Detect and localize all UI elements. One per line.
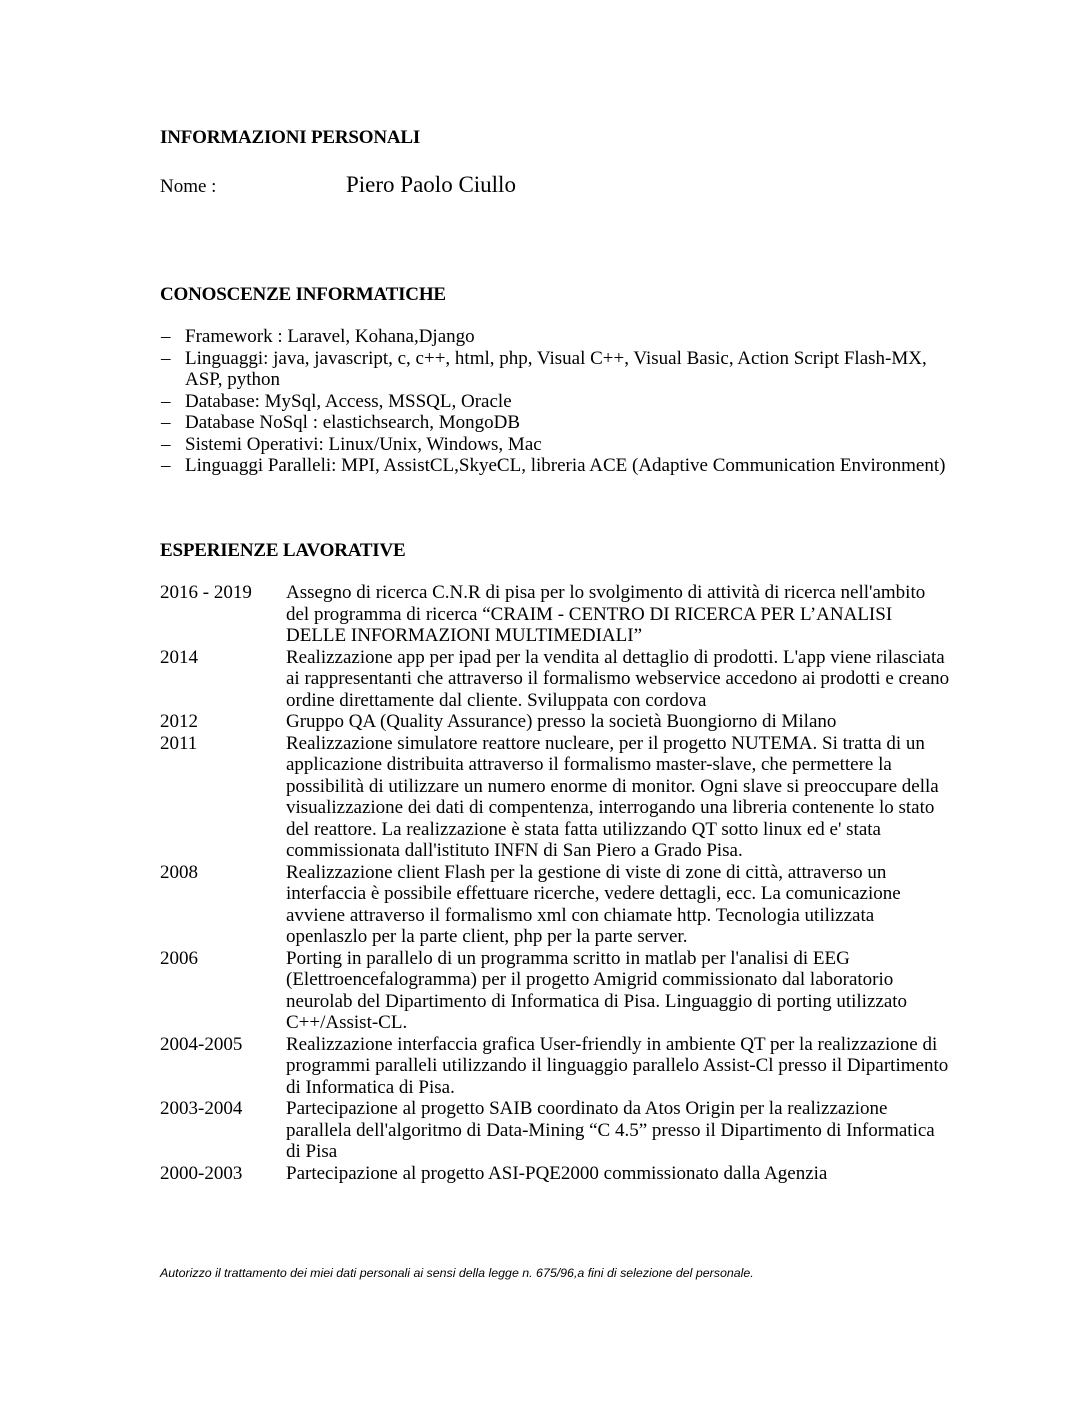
bullet-dash: – xyxy=(161,433,171,455)
experience-description: Partecipazione al progetto SAIB coordinato da Atos Origin per la realizzazione parallela dell'algoritmo di Data-Mining “C 4.5” presso il Dipartimento di Informatica di Pisa xyxy=(286,1098,935,1162)
experience-entry xyxy=(160,862,950,948)
experience-year: 2016 - 2019 xyxy=(160,582,252,603)
skill-text: Framework : Laravel, Kohana,Django xyxy=(185,326,475,347)
experience-entry xyxy=(160,1034,950,1099)
skill-text: Database: MySql, Access, MSSQL, Oracle xyxy=(185,390,512,412)
experience-description: Realizzazione client Flash per la gestione di viste di zone di città, attraverso un interfaccia è possibile effettuare ricerche, vedere dettagli, ecc. La comunicazione avviene attraverso il formalismo xml con chiamate http. Tecnologia utilizzata openlaszlo per la parte client, php per la parte server. xyxy=(286,861,901,947)
bullet-dash: – xyxy=(161,390,171,412)
experience-description: Gruppo QA (Quality Assurance) presso la società Buongiorno di Milano xyxy=(286,711,837,732)
skills-list xyxy=(160,326,950,477)
skill-item xyxy=(160,326,950,348)
bullet-dash: – xyxy=(161,412,171,433)
experience-entry xyxy=(160,948,950,1034)
bullet-dash: – xyxy=(161,326,171,347)
skill-text: Linguaggi: java, javascript, c, c++, html, php, Visual C++, Visual Basic, Action Script Flash-MX, ASP, python xyxy=(185,347,927,390)
experience-description: Realizzazione interfaccia grafica User-friendly in ambiente QT per la realizzazione di programmi paralleli utilizzando il linguaggio parallelo Assist-Cl presso il Dipartimento di Informatica di Pisa. xyxy=(286,1033,949,1098)
experience-year: 2000-2003 xyxy=(160,1162,243,1184)
skill-item xyxy=(160,455,950,477)
experience-entry xyxy=(160,647,950,712)
personal-info-heading: INFORMAZIONI PERSONALI xyxy=(160,127,421,148)
experience-entry xyxy=(160,1163,950,1185)
experience-description: Assegno di ricerca C.N.R di pisa per lo svolgimento di attività di ricerca nell'ambito del programma di ricerca “CRAIM - CENTRO DI RICERCA PER L’ANALISI DELLE INFORMAZIONI MULTIMEDIALI” xyxy=(286,582,926,646)
experience-entry xyxy=(160,733,950,862)
experience-description: Realizzazione simulatore reattore nucleare, per il progetto NUTEMA. Si tratta di un applicazione distribuita attraverso il formalismo master-slave, che permettere la possibilità di utilizzare un numero enorme di monitor. Ogni slave si preoccupare della visualizzazione dei dati di compentenza, interrogando una libreria contenente lo stato del reattore. La realizzazione è stata fatta utilizzando QT sotto linux ed e' stata commissionata dall'istituto INFN di San Piero a Grado Pisa. xyxy=(286,732,939,861)
experience-heading: ESPERIENZE LAVORATIVE xyxy=(160,540,406,561)
name-value: Piero Paolo Ciullo xyxy=(346,172,516,197)
experience-list xyxy=(160,582,950,1184)
experience-description: Realizzazione app per ipad per la vendita al dettaglio di prodotti. L'app viene rilasciata ai rappresentanti che attraverso il formalismo webservice accedono ai prodotti e creano ordine direttamente dal cliente. Sviluppata con cordova xyxy=(286,646,950,711)
bullet-dash: – xyxy=(161,455,171,476)
experience-year: 2012 xyxy=(160,711,198,732)
skill-item xyxy=(160,434,950,456)
experience-year: 2011 xyxy=(160,732,198,754)
experience-entry xyxy=(160,582,950,647)
skill-text: Sistemi Operativi: Linux/Unix, Windows, Mac xyxy=(185,433,542,455)
skill-text: Linguaggi Paralleli: MPI, AssistCL,SkyeCL, libreria ACE (Adaptive Communication Environment) xyxy=(185,455,946,476)
experience-year: 2014 xyxy=(160,646,198,668)
skill-item xyxy=(160,348,950,391)
privacy-consent-footer: Autorizzo il trattamento dei miei dati personali ai sensi della legge n. 675/96,a fini di selezione del personale. xyxy=(160,1266,754,1280)
experience-year: 2006 xyxy=(160,947,198,969)
experience-entry xyxy=(160,1098,950,1163)
skill-item xyxy=(160,391,950,413)
experience-description: Partecipazione al progetto ASI-PQE2000 commissionato dalla Agenzia xyxy=(286,1162,828,1184)
experience-year: 2003-2004 xyxy=(160,1098,243,1119)
skills-heading: CONOSCENZE INFORMATICHE xyxy=(160,284,446,305)
experience-year: 2004-2005 xyxy=(160,1033,243,1055)
experience-year: 2008 xyxy=(160,861,198,883)
skill-text: Database NoSql : elastichsearch, MongoDB xyxy=(185,412,521,433)
experience-description: Porting in parallelo di un programma scritto in matlab per l'analisi di EEG (Elettroencefalogramma) per il progetto Amigrid commissionato dal laboratorio neurolab del Dipartimento di Informatica di Pisa. Linguaggio di porting utilizzato C++/Assist-CL. xyxy=(286,947,908,1033)
experience-entry xyxy=(160,711,950,733)
name-label: Nome : xyxy=(160,176,217,197)
bullet-dash: – xyxy=(161,347,171,369)
skill-item xyxy=(160,412,950,434)
